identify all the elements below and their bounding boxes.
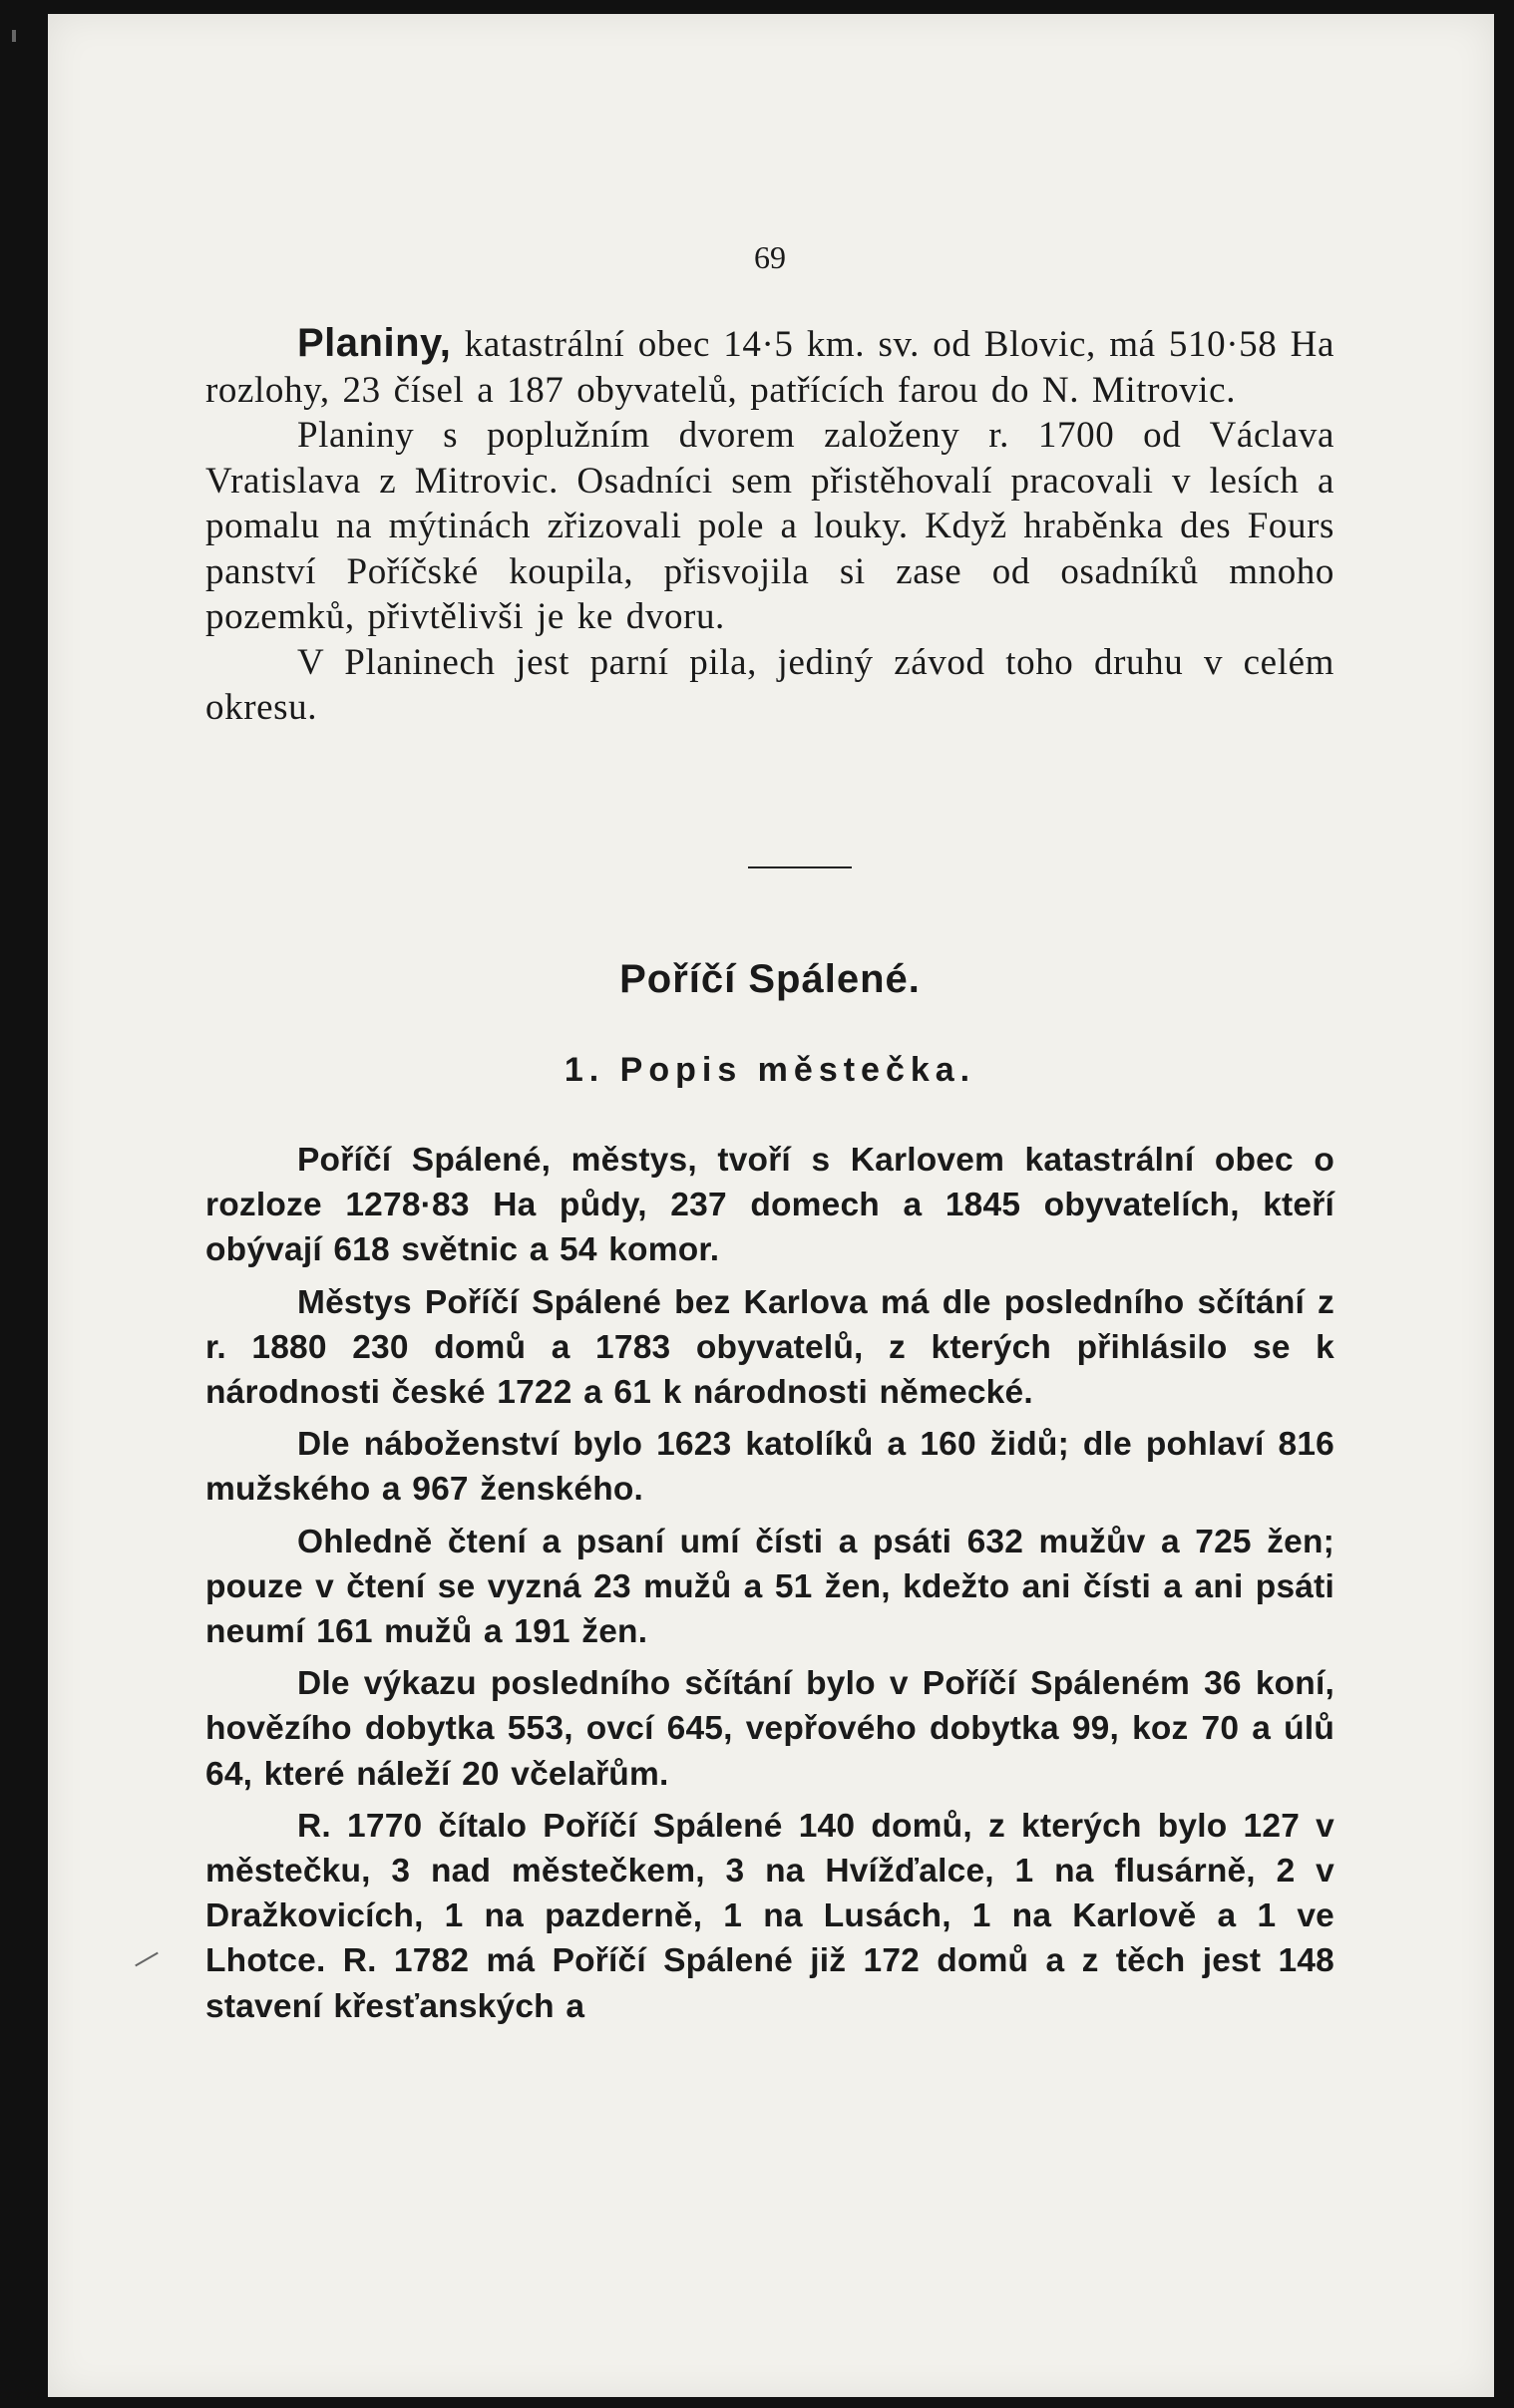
porici-entry (205, 1138, 1334, 2029)
page-number: 69 (754, 239, 786, 275)
planiny-entry-head: Planiny, (297, 321, 452, 365)
planiny-entry (205, 321, 1334, 731)
porici-paragraph-1: Poříčí Spálené, městys, tvoří s Karlovem katastrální obec o rozloze 1278·83 Ha půdy, 237 domech a 1845 obyvatelích, kteří obývají 618 světnic a 54 komor. (205, 1142, 1334, 1269)
scan-edge-mark (12, 30, 16, 42)
pencil-mark (135, 1952, 159, 1967)
section-title: Poříčí Spálené. (619, 957, 921, 1001)
porici-paragraph-2: Městys Poříčí Spálené bez Karlova má dle posledního sčítání z r. 1880 230 domů a 1783 obyvatelů, z kterých přihlásilo se k národnosti české 1722 a 61 k národnosti německé. (205, 1283, 1334, 1412)
section-subtitle: 1. Popis městečka. (564, 1051, 976, 1089)
section-divider (748, 866, 852, 868)
porici-paragraph-4: Ohledně čtení a psaní umí čísti a psáti 632 mužův a 725 žen; pouze v čtení se vyzná 23 mužů a 51 žen, kdežto ani čísti a ani psáti neumí 161 mužů a 191 žen. (205, 1523, 1334, 1651)
porici-paragraph-3: Dle náboženství bylo 1623 katolíků a 160 židů; dle pohlaví 816 mužského a 967 ženského. (205, 1426, 1334, 1509)
book-page (48, 14, 1494, 2397)
planiny-paragraph-3: V Planinech jest parní pila, jediný závod toho druhu v celém okresu. (205, 641, 1334, 728)
porici-paragraph-6: R. 1770 čítalo Poříčí Spálené 140 domů, z kterých bylo 127 v městečku, 3 nad městečkem, 3 na Hvížďalce, 1 na flusárně, 2 v Dražkovicích, 1 na pazderně, 1 na Lusách, 1 na Karlově a 1 ve Lhotce. R. 1782 má Poříčí Spálené již 172 domů a z těch jest 148 stavení křesťanských a (205, 1807, 1334, 2025)
planiny-paragraph-1-text: katastrální obec 14·5 km. sv. od Blovic, má 510·58 Ha rozlohy, 23 čísel a 187 obyvatelů, patřících farou do N. Mitrovic. (205, 324, 1334, 411)
planiny-paragraph-1 (205, 321, 1334, 413)
porici-paragraph-5: Dle výkazu posledního sčítání bylo v Poříčí Spáleném 36 koní, hovězího dobytka 553, ovcí 645, vepřového dobytka 99, koz 70 a úlů 64, které náleží 20 včelařům. (205, 1665, 1334, 1793)
planiny-paragraph-2: Planiny s poplužním dvorem založeny r. 1700 od Václava Vratislava z Mitrovic. Osadníci sem přistěhovalí pracovali v lesích a pomalu na mýtinách zřizovali pole a louky. Když hraběnka des Fours panství Poříčské koupila, přisvojila si zase od osadníků mnoho pozemků, přivtělivši je ke dvoru. (205, 415, 1334, 637)
